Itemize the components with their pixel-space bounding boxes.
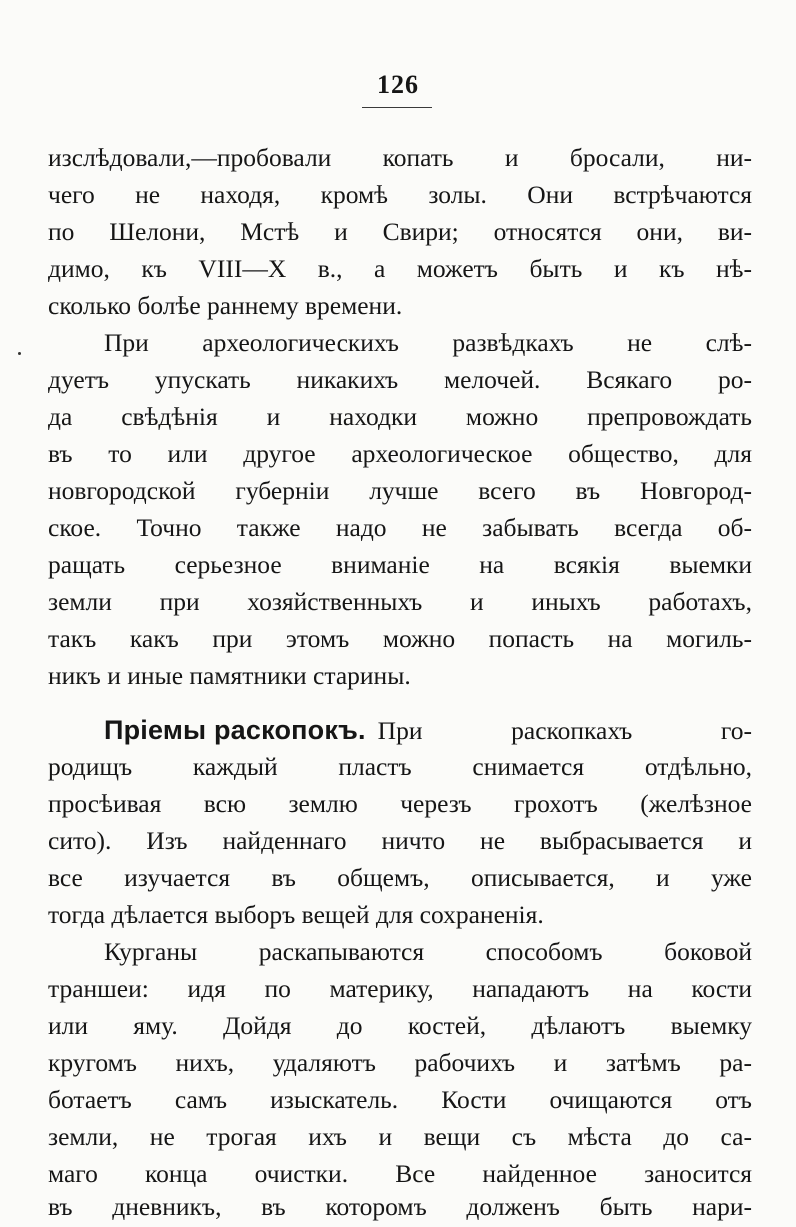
text-line: просѣивая всю землю черезъ грохотъ (желѣзное	[48, 789, 752, 818]
text-line: по Шелони, Мстѣ и Свири; относятся они, ви-	[48, 217, 752, 246]
text-line: да свѣдѣнія и находки можно препровождать	[48, 402, 752, 431]
page-number-rule	[362, 107, 432, 108]
heading-line	[104, 713, 752, 747]
text-line: земли при хозяйственныхъ и иныхъ работахъ,	[48, 587, 752, 616]
text-line: маго конца очистки. Все найденное заносится	[48, 1159, 752, 1188]
text-line: чего не находя, кромѣ золы. Они встрѣчаются	[48, 180, 752, 209]
page-number: 126	[377, 70, 419, 99]
text-line: никъ и иные памятники старины.	[48, 661, 411, 690]
text-line: или яму. Дойдя до костей, дѣлаютъ выемку	[48, 1011, 752, 1040]
text-line: изслѣдовали,—пробовали копать и бросали, ни-	[48, 143, 752, 172]
section-heading: Пріемы раскопокъ.	[104, 715, 366, 745]
text-line: въ дневникъ, въ которомъ долженъ быть нари-	[48, 1192, 752, 1221]
text-line: димо, къ VIII—X в., а можетъ быть и къ нѣ-	[48, 254, 752, 283]
text-line: кругомъ нихъ, удаляютъ рабочихъ и затѣмъ ра-	[48, 1048, 752, 1077]
text-line: земли, не трогая ихъ и вещи съ мѣста до са-	[48, 1122, 752, 1151]
text-line: сколько болѣе раннему времени.	[48, 291, 403, 320]
text-line: Курганы раскапываются способомъ боковой	[104, 937, 752, 966]
text-line: При раскопкахъ го-	[377, 716, 752, 745]
text-line: ское. Точно также надо не забывать всегда об-	[48, 513, 752, 542]
text-line: дуетъ упускать никакихъ мелочей. Всякаго ро-	[48, 365, 752, 394]
text-line: сито). Изъ найденнаго ничто не выбрасывается и	[48, 826, 752, 855]
text-line: ращать серьезное вниманіе на всякія выемки	[48, 550, 752, 579]
text-line: ботаетъ самъ изыскатель. Кости очищаются отъ	[48, 1085, 752, 1114]
text-line: въ то или другое археологическое общество, для	[48, 439, 752, 468]
margin-mark	[18, 352, 21, 355]
text-line: траншеи: идя по материку, нападаютъ на кости	[48, 974, 752, 1003]
text-line: тогда дѣлается выборъ вещей для сохраненія.	[48, 900, 544, 929]
text-line: все изучается въ общемъ, описывается, и уже	[48, 863, 752, 892]
text-line: родищъ каждый пластъ снимается отдѣльно,	[48, 752, 752, 781]
text-line: При археологическихъ развѣдкахъ не слѣ-	[104, 328, 752, 357]
text-line: такъ какъ при этомъ можно попасть на могиль-	[48, 624, 752, 653]
text-line: новгородской губерніи лучше всего въ Новгород-	[48, 476, 752, 505]
